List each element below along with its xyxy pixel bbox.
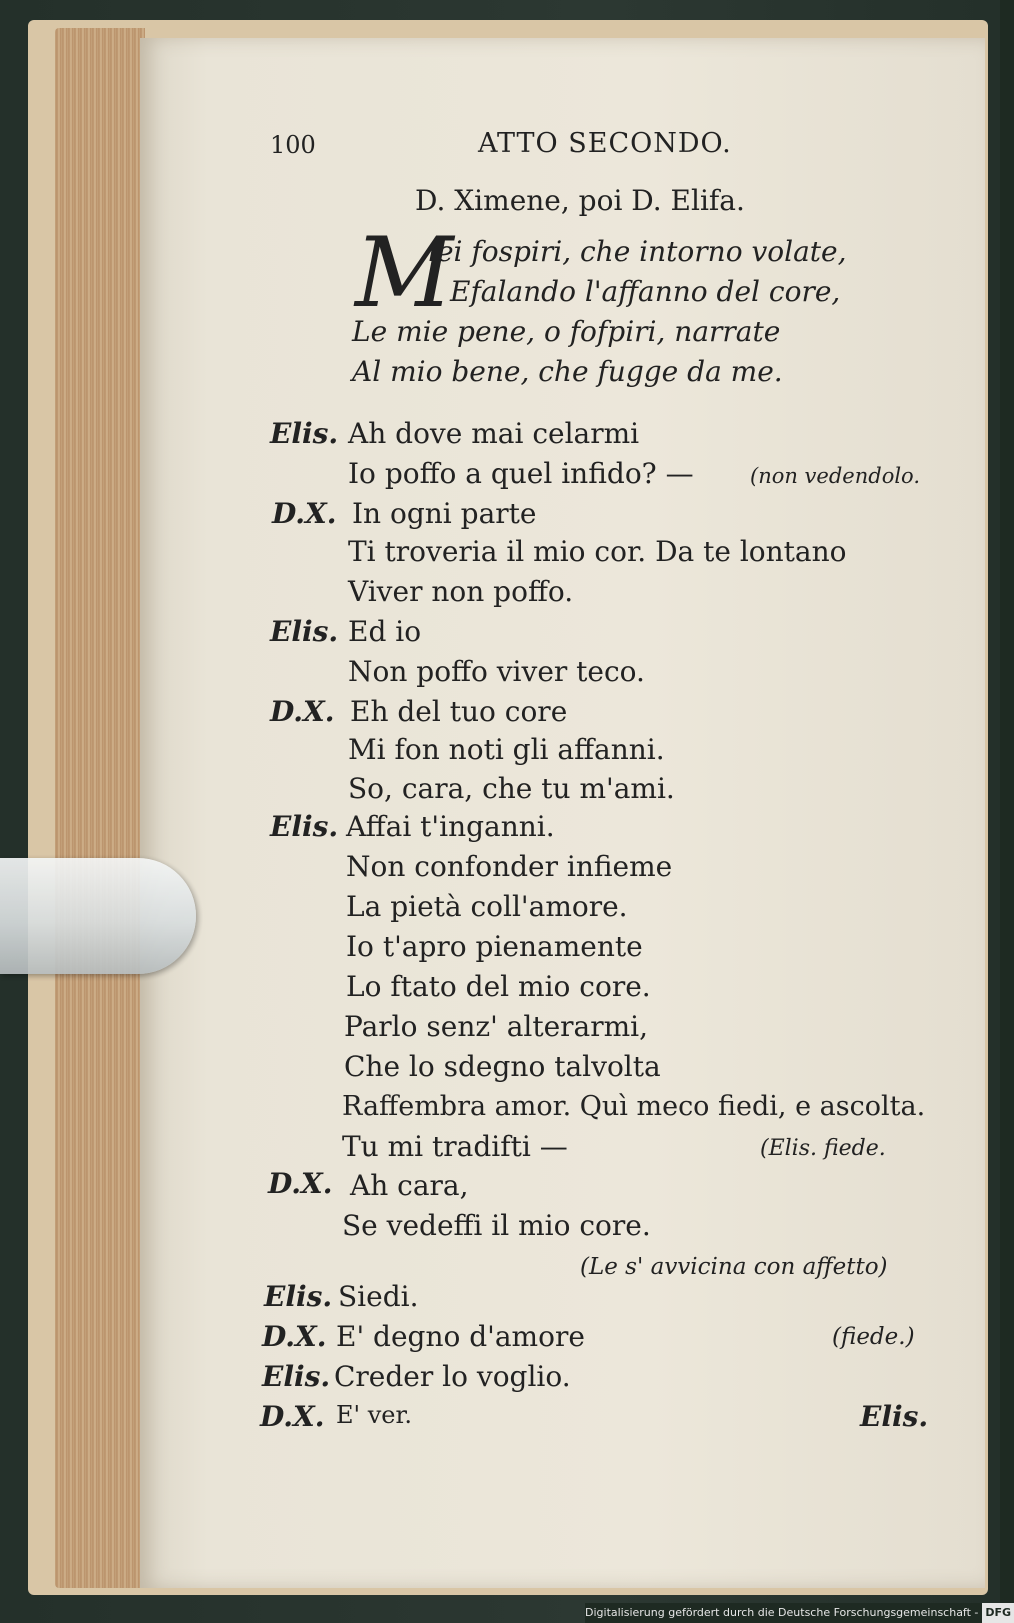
speaker-label: D.X.	[270, 695, 335, 728]
speaker-label: D.X.	[268, 1167, 333, 1200]
dialogue-line: Ti troveria il mio cor. Da te lontano	[348, 535, 847, 568]
dialogue-line: So, cara, che tu m'ami.	[348, 772, 675, 805]
aria-line: iei fospiri, che intorno volate,	[428, 235, 847, 268]
dialogue-line: Non confonder infieme	[346, 850, 673, 883]
page-fore-edge	[55, 28, 145, 1588]
dialogue-line: Viver non poffo.	[348, 575, 574, 608]
speaker-label: D.X.	[272, 497, 337, 530]
digitization-footer	[585, 1603, 1012, 1623]
page-number: 100	[270, 131, 316, 159]
dialogue-line: Se vedeffi il mio core.	[342, 1209, 651, 1242]
stage-direction: (Elis. fiede.	[760, 1136, 886, 1161]
dfg-logo: DFG	[982, 1603, 1014, 1623]
dialogue-line: Eh del tuo core	[350, 695, 568, 728]
catchword: Elis.	[860, 1400, 929, 1433]
speaker-label: D.X.	[260, 1400, 325, 1433]
dialogue-line: In ogni parte	[352, 497, 537, 530]
aria-line: Al mio bene, che fugge da me.	[352, 355, 783, 388]
running-title: ATTO SECONDO.	[478, 128, 732, 159]
dialogue-line: Siedi.	[338, 1280, 419, 1313]
footer-text: Digitalisierung gefördert durch die Deutsche Forschungsgemeinschaft -	[585, 1606, 979, 1619]
dialogue-line: E' ver.	[336, 1401, 412, 1429]
dialogue-line: E' degno d'amore	[336, 1320, 585, 1353]
dialogue-line: Ah dove mai celarmi	[348, 417, 640, 450]
stage-direction: (fiede.)	[832, 1324, 915, 1350]
speaker-label: Elis.	[264, 1280, 333, 1313]
dialogue-line: Che lo sdegno talvolta	[344, 1050, 661, 1083]
page-clip	[0, 858, 196, 974]
book-page	[140, 38, 985, 1588]
dialogue-line: Io poffo a quel infido? —	[348, 457, 694, 490]
dialogue-line: Tu mi tradifti —	[342, 1130, 568, 1163]
dialogue-line: La pietà coll'amore.	[346, 890, 628, 923]
aria-line: Le mie pene, o fofpiri, narrate	[352, 315, 781, 348]
dialogue-line: Raffembra amor. Quì meco fiedi, e ascolta.	[342, 1091, 926, 1122]
speaker-label: Elis.	[270, 417, 339, 450]
stage-direction: (non vedendolo.	[750, 464, 920, 488]
dialogue-line: Parlo senz' alterarmi,	[344, 1010, 649, 1043]
dialogue-line: Lo ftato del mio core.	[346, 970, 651, 1003]
dialogue-line: Creder lo voglio.	[334, 1360, 571, 1393]
speaker-label: Elis.	[270, 615, 339, 648]
dialogue-line: Ah cara,	[350, 1169, 469, 1202]
dialogue-line: Ed io	[348, 615, 422, 648]
aria-line: Efalando l'affanno del core,	[450, 275, 841, 308]
dialogue-line: Mi fon noti gli affanni.	[348, 733, 665, 766]
speaker-label: Elis.	[270, 810, 339, 843]
dialogue-line: Affai t'inganni.	[346, 810, 555, 843]
speaker-label: D.X.	[262, 1320, 327, 1353]
stage-direction: (Le s' avvicina con affetto)	[580, 1254, 888, 1280]
dialogue-line: Non poffo viver teco.	[348, 655, 645, 688]
dialogue-line: Io t'apro pienamente	[346, 930, 643, 963]
drop-cap: M	[355, 217, 454, 329]
scene-heading: D. Ximene, poi D. Elifa.	[415, 184, 745, 217]
speaker-label: Elis.	[262, 1360, 331, 1393]
